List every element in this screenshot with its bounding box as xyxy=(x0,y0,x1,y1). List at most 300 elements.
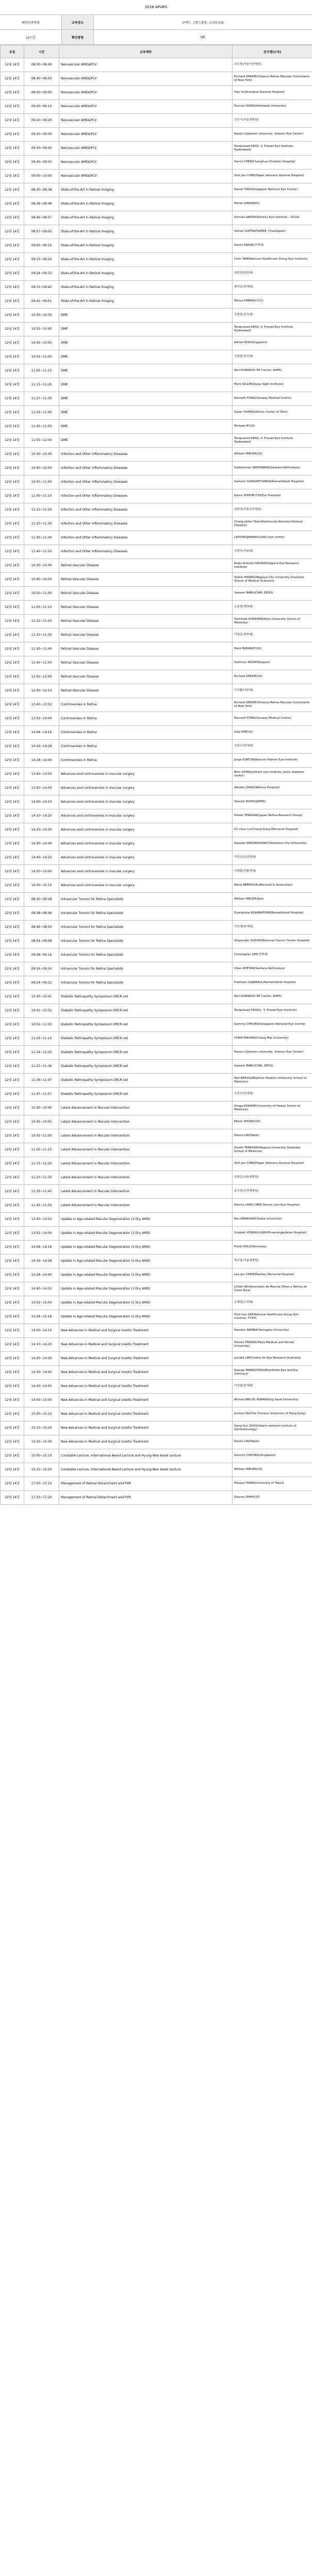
session-topic: DME xyxy=(59,336,233,350)
speaker-name: Kaoon LI(Jiamen university, Xiamen Eye Center) xyxy=(233,1046,312,1060)
table-row xyxy=(1,1366,312,1380)
speaker-name: Hiroko TERASAKI(Nagoya University Graduate School of Medicine) xyxy=(233,1143,312,1157)
table-row xyxy=(1,935,312,948)
table-row xyxy=(1,142,312,156)
session-time: 11:45~11:55 xyxy=(24,420,59,434)
session-topic: Latest Advancement in Macular Intervention xyxy=(59,1115,233,1129)
session-topic: Advances and controversies in macular surgery xyxy=(59,865,233,879)
table-row xyxy=(1,364,312,378)
table-row xyxy=(1,1032,312,1046)
table-row xyxy=(1,754,312,768)
speaker-name: Dasrio LIN(Taipei) xyxy=(233,1435,312,1449)
session-date: 12월 14일 xyxy=(1,976,24,990)
session-topic: Infection and Other Inflammatory Diseases xyxy=(59,517,233,531)
session-time: 09:40~09:50 xyxy=(24,156,59,170)
speaker-name: Duangnate ROJANAPORN(Ramathibodi Hospital) xyxy=(233,907,312,921)
session-topic: State-of-the-Art in Retinal Imaging xyxy=(59,239,233,253)
table-row xyxy=(1,615,312,629)
session-time: 13:52~14:04 xyxy=(24,712,59,726)
session-time: 09:05~09:15 xyxy=(24,239,59,253)
session-topic: New Advances in Medical and Surgical Uveitis Treatment xyxy=(59,1394,233,1408)
session-topic: DME xyxy=(59,406,233,420)
session-topic: New Advances in Medical and Surgical Uveitis Treatment xyxy=(59,1352,233,1366)
session-time: 14:04~14:16 xyxy=(24,1241,59,1255)
session-time: 14:28~14:40 xyxy=(24,754,59,768)
session-date: 12월 14일 xyxy=(1,489,24,503)
session-topic: Neovascular AMD&PCV xyxy=(59,170,233,183)
session-topic: State-of-the-Art in Retinal Imaging xyxy=(59,225,233,239)
session-date: 12월 14일 xyxy=(1,1157,24,1171)
speaker-name: Dennis LAM(C-MER Dennis Lam Eye Hospital) xyxy=(233,1199,312,1213)
table-row xyxy=(1,1449,312,1463)
session-time: 11:15~11:25 xyxy=(24,1157,59,1171)
speaker-name: Sawesh BABU(CARL ZEISS) xyxy=(233,1060,312,1074)
session-date: 12월 14일 xyxy=(1,1324,24,1338)
session-topic: Advances and controversies in macular surgery xyxy=(59,823,233,837)
session-date: 12월 14일 xyxy=(1,1046,24,1060)
session-topic: DME xyxy=(59,309,233,323)
speaker-name: Sawesh BABU(CARL ZEISS) xyxy=(233,587,312,601)
credit-hours: 12시간 xyxy=(0,30,62,44)
table-row xyxy=(1,1255,312,1268)
session-time: 09:50~10:00 xyxy=(24,170,59,183)
table-row xyxy=(1,281,312,295)
header-topic: 교육제목 xyxy=(59,45,233,58)
venue-value: 코엑스 그랜드볼룸, 오디토리움 xyxy=(182,21,224,25)
table-row xyxy=(1,1101,312,1115)
session-date: 12월 14일 xyxy=(1,1310,24,1324)
session-time: 14:50~15:00 xyxy=(24,865,59,879)
session-topic: State-of-the-Art in Retinal Imaging xyxy=(59,211,233,225)
speaker-name: Michael IP(US) xyxy=(233,420,312,434)
table-row xyxy=(1,1241,312,1255)
session-topic: Update in Age-related Macular Degeneration (2 Dry AMD) xyxy=(59,1282,233,1296)
speaker-name: 이성진(순천향대) xyxy=(233,851,312,865)
session-topic: Latest Advancement in Macular Intervention xyxy=(59,1129,233,1143)
session-time: 11:55~12:00 xyxy=(24,434,59,448)
session-date: 12월 14일 xyxy=(1,142,24,156)
table-row xyxy=(1,768,312,782)
session-date: 12월 14일 xyxy=(1,907,24,921)
session-date: 12월 14일 xyxy=(1,1338,24,1352)
table-header-row xyxy=(1,45,312,58)
session-topic: Advances and controversies in macular surgery xyxy=(59,879,233,893)
speaker-name: 이형준(전북대) xyxy=(233,629,312,642)
table-row xyxy=(1,823,312,837)
session-date: 12월 14일 xyxy=(1,350,24,364)
session-date: 12월 14일 xyxy=(1,573,24,587)
table-row xyxy=(1,211,312,225)
session-time: 15:00~15:10 xyxy=(24,1408,59,1421)
session-date: 12월 14일 xyxy=(1,1477,24,1491)
session-date: 12월 14일 xyxy=(1,1074,24,1088)
speaker-name: Taraprasad DASS(L. V. Prasad Eye Institute) xyxy=(233,1004,312,1018)
schedule-body xyxy=(1,58,312,1505)
speaker-name: 송수정(인하대병원) xyxy=(233,1185,312,1199)
session-time: 11:05~11:15 xyxy=(24,364,59,378)
table-row xyxy=(1,1018,312,1032)
session-date: 12월 14일 xyxy=(1,754,24,768)
table-row xyxy=(1,921,312,935)
session-time: 11:35~11:45 xyxy=(24,406,59,420)
session-topic: Diabetic Retinopathy Symposium DRCR.net xyxy=(59,1018,233,1032)
session-date: 12월 14일 xyxy=(1,1491,24,1505)
session-topic: DME xyxy=(59,364,233,378)
session-time: 11:14~11:25 xyxy=(24,1046,59,1060)
session-date: 12월 14일 xyxy=(1,1004,24,1018)
session-date: 12월 14일 xyxy=(1,670,24,684)
session-date: 12월 14일 xyxy=(1,420,24,434)
session-date: 12월 14일 xyxy=(1,183,24,197)
session-date: 12월 14일 xyxy=(1,1115,24,1129)
session-time: 08:54~09:08 xyxy=(24,935,59,948)
session-time: 10:50~11:00 xyxy=(24,587,59,601)
session-date: 12월 14일 xyxy=(1,823,24,837)
session-date: 12월 14일 xyxy=(1,267,24,281)
session-date: 12월 14일 xyxy=(1,1394,24,1408)
info-row-venue xyxy=(0,15,312,30)
session-time: 14:16~14:28 xyxy=(24,1255,59,1268)
speaker-name: Soomi KWON(연세대) xyxy=(233,239,312,253)
session-time: 10:30~10:35 xyxy=(24,309,59,323)
session-topic: Infection and Other Inflammatory Diseases xyxy=(59,462,233,476)
speaker-name: Maria BERROCAL(Berrocal & Associates) xyxy=(233,879,312,893)
speaker-name: Taraprasad DASS, V. Prasad Eye Institute, Hyderabad) xyxy=(233,434,312,448)
session-time: 14:52~15:04 xyxy=(24,1296,59,1310)
session-time: 10:55~11:05 xyxy=(24,1129,59,1143)
speaker-name: Kazuaki KADONOSONO(Yokohama City University) xyxy=(233,837,312,851)
session-topic: Diabetic Retinopathy Symposium DRCR.net xyxy=(59,1060,233,1074)
session-time: 09:16~09:24 xyxy=(24,962,59,976)
session-time: 09:30~09:40 xyxy=(24,142,59,156)
session-date: 12월 14일 xyxy=(1,1018,24,1032)
session-time: 15:00~15:10 xyxy=(24,879,59,893)
table-row xyxy=(1,156,312,170)
session-date: 12월 14일 xyxy=(1,86,24,100)
session-time: 15:10~15:20 xyxy=(24,1463,59,1477)
table-row xyxy=(1,726,312,740)
speaker-name: Taraprasad DASS, V. Prasad Eye Institute, Hyderabad) xyxy=(233,323,312,336)
speaker-name: Wenbin ZHAO(Weihua Hospital) xyxy=(233,782,312,795)
speaker-name: 이기환(아주대) xyxy=(233,684,312,698)
session-time: 10:41~10:52 xyxy=(24,1004,59,1018)
session-topic: Diabetic Retinopathy Symposium DRCR.net xyxy=(59,1032,233,1046)
session-date: 12월 14일 xyxy=(1,768,24,782)
session-topic: State-of-the-Art in Retinal Imaging xyxy=(59,253,233,267)
session-time: 14:28~14:40 xyxy=(24,1268,59,1282)
session-topic: DME xyxy=(59,323,233,336)
session-topic: Latest Advancement in Macular Intervention xyxy=(59,1101,233,1115)
speaker-name: 오재령(고려대) xyxy=(233,1296,312,1310)
session-date: 12월 14일 xyxy=(1,170,24,183)
table-row xyxy=(1,1213,312,1227)
session-date: 12월 14일 xyxy=(1,1129,24,1143)
table-row xyxy=(1,809,312,823)
session-time: 09:20~09:30 xyxy=(24,128,59,142)
speaker-name: Toshihide KURIHARA(Keio University School of Medicine) xyxy=(233,615,312,629)
session-time: 14:04~14:16 xyxy=(24,726,59,740)
speaker-name: Adrian KOH(Singapore) xyxy=(233,336,312,350)
table-row xyxy=(1,392,312,406)
session-topic: Management of Retinal Detachment and PVR xyxy=(59,1491,233,1505)
session-topic: Management of Retinal Detachment and PVR xyxy=(59,1477,233,1491)
session-date: 12월 14일 xyxy=(1,656,24,670)
session-topic: Intraocular Tumors for Retina Specialists xyxy=(59,976,233,990)
table-row xyxy=(1,1463,312,1477)
speaker-name: Kenneth FONG(Sunway Medical Centre) xyxy=(233,392,312,406)
session-date: 12월 14일 xyxy=(1,1171,24,1185)
speaker-name: Tsuruta ISHIDA(Hokkaido University) xyxy=(233,100,312,114)
speaker-name: 조도형(서울아산병원) xyxy=(233,58,312,72)
table-row xyxy=(1,698,312,712)
session-topic: DME xyxy=(59,420,233,434)
speaker-name: Gang Sun ZHOU(Adam national institute of Ophthalmology) xyxy=(233,1421,312,1435)
session-time: 13:50~14:00 xyxy=(24,782,59,795)
schedule-table xyxy=(0,45,312,1505)
speaker-name: Taraprasad DASS, V. Prasad Eye Institute, Hyderabad) xyxy=(233,142,312,156)
session-time: 08:50~09:00 xyxy=(24,86,59,100)
session-time: 11:20~11:30 xyxy=(24,517,59,531)
session-date: 12월 14일 xyxy=(1,559,24,573)
table-row xyxy=(1,865,312,879)
session-time: 15:20~15:30 xyxy=(24,1435,59,1449)
organizer: 대한안과학회 xyxy=(0,15,62,29)
session-time: 10:30~10:41 xyxy=(24,990,59,1004)
session-time: 11:05~11:15 xyxy=(24,1143,59,1157)
table-row xyxy=(1,309,312,323)
session-topic: State-of-the-Art in Retinal Imaging xyxy=(59,295,233,309)
speaker-name: Richard SPAIDE(Vitreous Retina Macular Consultants of New York) xyxy=(233,698,312,712)
session-topic: Neovascular AMD&PCV xyxy=(59,142,233,156)
session-topic: Neovascular AMD&PCV xyxy=(59,156,233,170)
session-topic: Intraocular Tumors for Retina Specialists xyxy=(59,948,233,962)
speaker-name: 김성수(연세대) xyxy=(233,740,312,754)
table-row xyxy=(1,350,312,364)
table-row xyxy=(1,670,312,684)
session-date: 12월 14일 xyxy=(1,1241,24,1255)
session-date: 12월 14일 xyxy=(1,698,24,712)
session-topic: Update in Age-related Macular Degeneration (2 Dry AMD) xyxy=(59,1255,233,1268)
session-date: 12월 14일 xyxy=(1,517,24,531)
session-time: 08:57~09:05 xyxy=(24,225,59,239)
table-row xyxy=(1,1268,312,1282)
session-topic: Infection and Other Inflammatory Diseases xyxy=(59,503,233,517)
session-time: 10:45~10:55 xyxy=(24,336,59,350)
speaker-name: Frank HOLZ(Germany) xyxy=(233,1241,312,1255)
speaker-name: 임현정(서울성모병원) xyxy=(233,503,312,517)
table-row xyxy=(1,893,312,907)
table-row xyxy=(1,1185,312,1199)
session-date: 12월 14일 xyxy=(1,642,24,656)
session-date: 12월 14일 xyxy=(1,893,24,907)
session-topic: Update in Age-related Macular Degeneration (2 Dry AMD) xyxy=(59,1310,233,1324)
session-topic: Latest Advancement in Macular Intervention xyxy=(59,1143,233,1157)
session-topic: DME xyxy=(59,350,233,364)
session-date: 12월 14일 xyxy=(1,601,24,615)
speaker-name: Jorge FORTUN(Bascom Palmer Eye Institute) xyxy=(233,754,312,768)
session-time: 11:30~11:40 xyxy=(24,531,59,545)
session-time: 13:40~13:52 xyxy=(24,698,59,712)
session-time: 11:20~11:30 xyxy=(24,629,59,642)
speaker-name: Bihn XIONG(william eye institute, Jostic diabetes center) xyxy=(233,768,312,782)
table-row xyxy=(1,267,312,281)
table-row xyxy=(1,990,312,1004)
session-date: 12월 14일 xyxy=(1,58,24,72)
session-topic: Advances and controversies in macular surgery xyxy=(59,768,233,782)
table-row xyxy=(1,1157,312,1171)
session-topic: Update in Age-related Macular Degeneration (2 Dry AMD) xyxy=(59,1296,233,1310)
session-time: 08:46~08:57 xyxy=(24,211,59,225)
table-row xyxy=(1,1282,312,1296)
session-date: 12월 14일 xyxy=(1,1088,24,1101)
session-date: 12월 14일 xyxy=(1,809,24,823)
table-row xyxy=(1,1435,312,1449)
table-row xyxy=(1,1004,312,1018)
session-topic: Diabetic Retinopathy Symposium DRCR.net xyxy=(59,1088,233,1101)
session-date: 12월 14일 xyxy=(1,795,24,809)
table-row xyxy=(1,183,312,197)
session-date: 12월 14일 xyxy=(1,114,24,128)
document-title: 2018 APVRS xyxy=(0,0,312,15)
session-time: 14:30~14:40 xyxy=(24,837,59,851)
session-time: 09:33~09:42 xyxy=(24,281,59,295)
session-date: 12월 14일 xyxy=(1,323,24,336)
speaker-name: Hiroko TERASAKI(Japan Retina Research Group) xyxy=(233,809,312,823)
session-date: 12월 14일 xyxy=(1,1435,24,1449)
session-time: 15:00~15:10 xyxy=(24,1449,59,1463)
speaker-name: Vikas KHETAN(Sankara Nethralaya) xyxy=(233,962,312,976)
speaker-name: Ch-chun Lin(Chang Gung Memorial Hospital) xyxy=(233,823,312,837)
session-topic: New Advances in Medical and Surgical Uveitis Treatment xyxy=(59,1435,233,1449)
session-topic: Infection and Other Inflammatory Diseases xyxy=(59,448,233,462)
session-date: 12월 14일 xyxy=(1,336,24,350)
session-date: 12월 14일 xyxy=(1,1296,24,1310)
speaker-name: George PAPAKOSTAS(Moorfields Eye and Ear Infirmary) xyxy=(233,1366,312,1380)
table-row xyxy=(1,587,312,601)
session-topic: Neovascular AMD&PCV xyxy=(59,114,233,128)
session-date: 12월 14일 xyxy=(1,629,24,642)
speaker-name: Chang-Jotter Shen(Kaohsiung Veterans General Hospital) xyxy=(233,517,312,531)
session-time: 11:10~11:20 xyxy=(24,615,59,629)
session-date: 12월 14일 xyxy=(1,503,24,517)
table-row xyxy=(1,170,312,183)
session-topic: Retinal Vascular Disease xyxy=(59,573,233,587)
table-row xyxy=(1,1129,312,1143)
table-row xyxy=(1,1296,312,1310)
speaker-name: 김형찬(건국대) xyxy=(233,309,312,323)
session-time: 14:10~14:20 xyxy=(24,809,59,823)
session-topic: Advances and controversies in macular surgery xyxy=(59,795,233,809)
session-time: 10:52~11:03 xyxy=(24,1018,59,1032)
table-row xyxy=(1,1143,312,1157)
session-date: 12월 14일 xyxy=(1,295,24,309)
session-topic: Intraocular Tumors for Retina Specialists xyxy=(59,907,233,921)
session-topic: Advances and controversies in macular surgery xyxy=(59,851,233,865)
session-topic: Update in Age-related Macular Degeneration (2 Dry AMD) xyxy=(59,1213,233,1227)
session-date: 12월 14일 xyxy=(1,1352,24,1366)
speaker-name: Daniel TING(Singapore National Eye Center) xyxy=(233,183,312,197)
session-time: 14:00~14:10 xyxy=(24,795,59,809)
session-time: 11:03~11:14 xyxy=(24,1032,59,1046)
speaker-name: Vishali GUPTA(PGIMER, Chandigarh) xyxy=(233,225,312,239)
table-row xyxy=(1,503,312,517)
session-date: 12월 14일 xyxy=(1,587,24,601)
session-topic: Update in Age-related Macular Degeneration (2 Dry AMD) xyxy=(59,1227,233,1241)
session-topic: Update in Age-related Macular Degeneration (2 Dry AMD) xyxy=(59,1241,233,1255)
session-date: 12월 14일 xyxy=(1,1143,24,1157)
session-date: 12월 14일 xyxy=(1,1282,24,1296)
session-time: 11:45~11:55 xyxy=(24,1199,59,1213)
speaker-name: 오종현(계명대) xyxy=(233,601,312,615)
table-row xyxy=(1,573,312,587)
table-row xyxy=(1,1046,312,1060)
table-row xyxy=(1,879,312,893)
table-row xyxy=(1,656,312,670)
session-time: 13:52~14:04 xyxy=(24,1227,59,1241)
speaker-name: Yoshio HIRANO(Nagoya City University Graduate School of Medical Sciences) xyxy=(233,573,312,587)
session-time: 15:04~15:16 xyxy=(24,1310,59,1324)
session-time: 09:00~09:10 xyxy=(24,100,59,114)
speaker-name: Richard SPAIDE(Vitreous Retina Macular Consultants of New York) xyxy=(233,72,312,86)
session-time: 10:40~10:50 xyxy=(24,573,59,587)
session-date: 12월 14일 xyxy=(1,128,24,142)
speaker-name: Masayo MURA(University of Tokyo) xyxy=(233,1477,312,1491)
session-topic: Controversies in Retina xyxy=(59,740,233,754)
session-topic: New Advances in Medical and Surgical Uveitis Treatment xyxy=(59,1408,233,1421)
session-time: 14:16~14:28 xyxy=(24,740,59,754)
session-date: 12월 14일 xyxy=(1,211,24,225)
session-time: 14:50~15:00 xyxy=(24,1394,59,1408)
session-topic: Latest Advancement in Macular Intervention xyxy=(59,1171,233,1185)
speaker-name: Ebisei SHONG(US) xyxy=(233,1115,312,1129)
session-date: 12월 14일 xyxy=(1,962,24,976)
table-row xyxy=(1,1352,312,1366)
session-topic: State-of-the-Art in Retinal Imaging xyxy=(59,183,233,197)
session-time: 15:10~15:20 xyxy=(24,1421,59,1435)
speaker-name: Gregg KOKAME(University of Hawaii School of Medicine) xyxy=(233,1101,312,1115)
table-row xyxy=(1,601,312,615)
session-topic: Update in Age-related Macular Degeneration (2 Dry AMD) xyxy=(59,1268,233,1282)
session-topic: Retinal Vascular Disease xyxy=(59,656,233,670)
speaker-name: Lyndell LIM(Centre for Eye Research Australia) xyxy=(233,1352,312,1366)
session-time: 11:30~11:40 xyxy=(24,642,59,656)
session-topic: State-of-the-Art in Retinal Imaging xyxy=(59,267,233,281)
session-topic: Advances and controversies in macular surgery xyxy=(59,837,233,851)
speaker-name: Ryo KAWASAKI(Osaka University) xyxy=(233,1213,312,1227)
table-row xyxy=(1,782,312,795)
session-topic: Retinal Vascular Disease xyxy=(59,642,233,656)
speaker-name: Lihteh WU(Asociados de Macula Vitreo y Retina de Costa Rica) xyxy=(233,1282,312,1296)
session-time: 08:30~08:40 xyxy=(24,58,59,72)
speaker-name: 이재훈(가톨릭대) xyxy=(233,865,312,879)
table-row xyxy=(1,476,312,489)
table-row xyxy=(1,962,312,976)
session-time: 10:50~11:00 xyxy=(24,476,59,489)
session-topic: Neovascular AMD&PCV xyxy=(59,100,233,114)
session-time: 13:40~13:50 xyxy=(24,768,59,782)
session-topic: Advances and controversies in macular surgery xyxy=(59,809,233,823)
speaker-name: Dasrio LIN(Taipei) xyxy=(233,1129,312,1143)
table-row xyxy=(1,837,312,851)
session-date: 12월 14일 xyxy=(1,851,24,865)
header-day: 요일 xyxy=(1,45,24,58)
session-topic: Diabetic Retinopathy Symposium DRCR.net xyxy=(59,1046,233,1060)
speaker-name: Kaoon LI(Jiamen university, Xiamen Eye Center) xyxy=(233,128,312,142)
table-row xyxy=(1,1074,312,1088)
table-row xyxy=(1,684,312,698)
session-topic: New Advances in Medical and Surgical Uveitis Treatment xyxy=(59,1324,233,1338)
session-date: 12월 14일 xyxy=(1,990,24,1004)
